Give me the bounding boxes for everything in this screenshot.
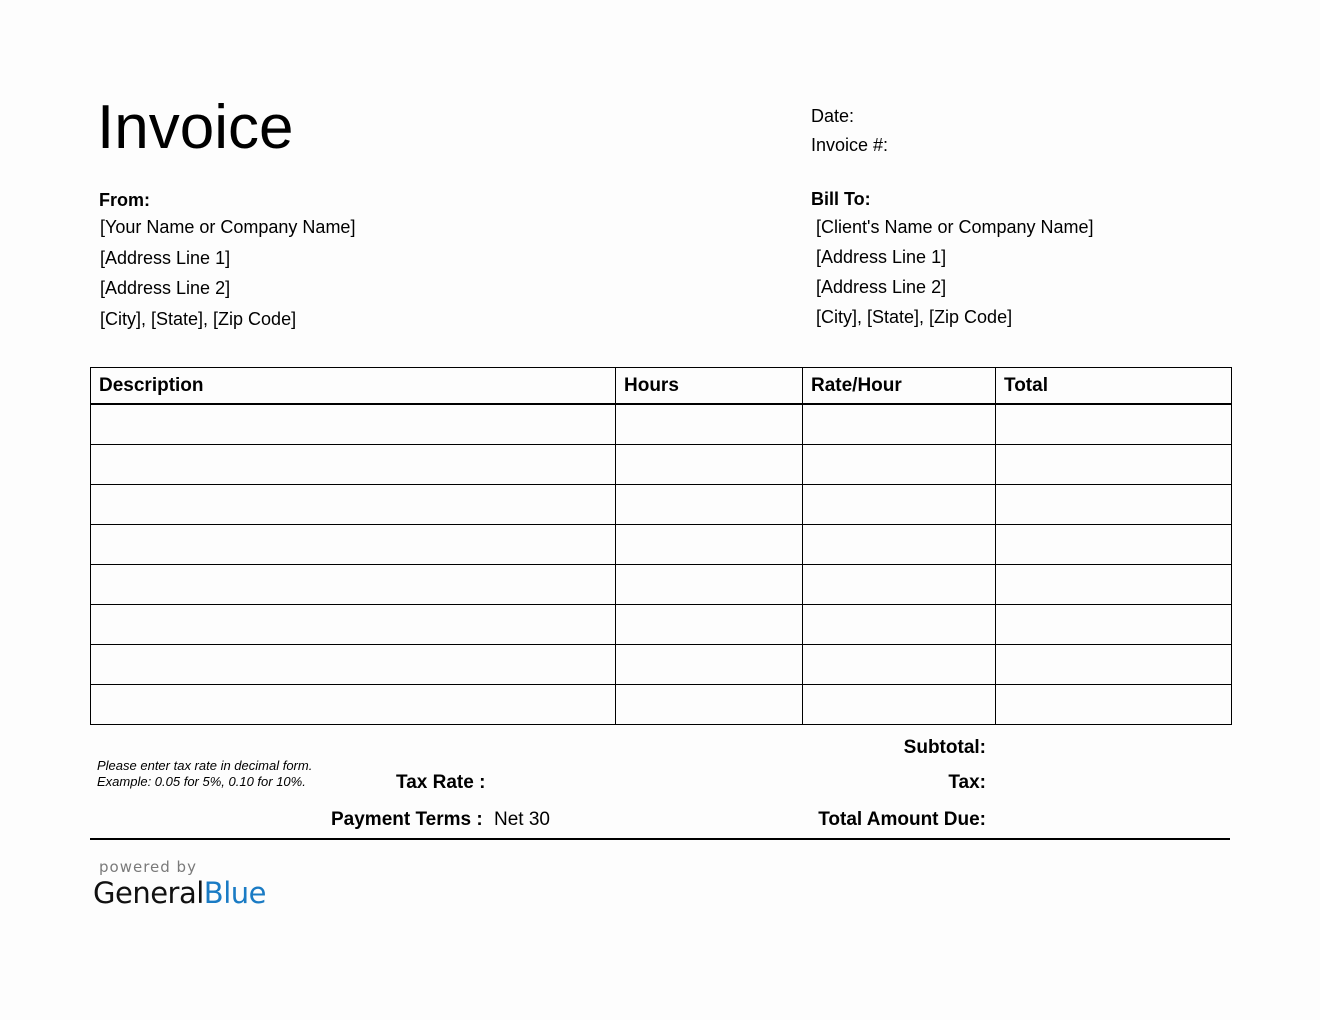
- from-name[interactable]: [Your Name or Company Name]: [100, 217, 356, 237]
- description-cell[interactable]: [91, 565, 616, 605]
- hours-cell[interactable]: [616, 645, 803, 685]
- invoice-number-label: Invoice #:: [811, 135, 889, 155]
- total-amount-due-value[interactable]: [996, 809, 1226, 831]
- rate-cell[interactable]: [803, 404, 996, 445]
- generalblue-logo[interactable]: [93, 876, 266, 910]
- total-amount-due-label: Total Amount Due:: [818, 809, 986, 830]
- from-label: From:: [99, 190, 150, 210]
- table-row: [91, 685, 1232, 725]
- rate-cell[interactable]: [803, 645, 996, 685]
- rate-cell[interactable]: [803, 445, 996, 485]
- table-row: [91, 404, 1232, 445]
- table-row: [91, 525, 1232, 565]
- table-row: [91, 645, 1232, 685]
- hours-cell[interactable]: [616, 565, 803, 605]
- hours-cell[interactable]: [616, 485, 803, 525]
- tax-hint-line-1: Please enter tax rate in decimal form.: [97, 758, 313, 773]
- from-address-line-2[interactable]: [Address Line 2]: [100, 278, 231, 298]
- rate-cell[interactable]: [803, 525, 996, 565]
- total-cell[interactable]: [996, 404, 1232, 445]
- total-cell[interactable]: [996, 485, 1232, 525]
- total-cell[interactable]: [996, 685, 1232, 725]
- line-items-table: [90, 367, 1232, 725]
- invoice-number-field[interactable]: [900, 134, 1220, 156]
- bill-to-name[interactable]: [Client's Name or Company Name]: [816, 217, 1094, 237]
- description-cell[interactable]: [91, 404, 616, 445]
- bill-to-address-line-1[interactable]: [Address Line 1]: [816, 247, 947, 267]
- from-city-state-zip[interactable]: [City], [State], [Zip Code]: [100, 309, 297, 329]
- description-cell[interactable]: [91, 645, 616, 685]
- rate-cell[interactable]: [803, 685, 996, 725]
- tax-hint-line-2: Example: 0.05 for 5%, 0.10 for 10%.: [97, 774, 306, 789]
- tax-label: Tax:: [948, 772, 986, 793]
- description-cell[interactable]: [91, 605, 616, 645]
- column-header-hours: Hours: [616, 368, 803, 405]
- hours-cell[interactable]: [616, 445, 803, 485]
- table-header-row: [91, 368, 1232, 405]
- hours-cell[interactable]: [616, 404, 803, 445]
- description-cell[interactable]: [91, 445, 616, 485]
- total-cell[interactable]: [996, 445, 1232, 485]
- rate-cell[interactable]: [803, 485, 996, 525]
- total-cell[interactable]: [996, 565, 1232, 605]
- payment-terms-label: Payment Terms :: [331, 809, 483, 830]
- invoice-title: Invoice: [97, 93, 294, 162]
- hours-cell[interactable]: [616, 685, 803, 725]
- from-address-line-1[interactable]: [Address Line 1]: [100, 248, 231, 268]
- table-row: [91, 565, 1232, 605]
- bill-to-address-line-2[interactable]: [Address Line 2]: [816, 277, 947, 297]
- table-row: [91, 605, 1232, 645]
- hours-cell[interactable]: [616, 525, 803, 565]
- column-header-rate-hour: Rate/Hour: [803, 368, 996, 405]
- payment-terms-value[interactable]: Net 30: [494, 809, 550, 830]
- column-header-description: Description: [91, 368, 616, 405]
- tax-hint-note: [97, 758, 312, 790]
- bill-to-label: Bill To:: [811, 189, 871, 209]
- hours-cell[interactable]: [616, 605, 803, 645]
- subtotal-value[interactable]: [996, 737, 1226, 759]
- logo-blue: Blue: [203, 876, 266, 910]
- column-header-total: Total: [996, 368, 1232, 405]
- tax-rate-label: Tax Rate :: [396, 772, 486, 793]
- total-cell[interactable]: [996, 645, 1232, 685]
- table-row: [91, 485, 1232, 525]
- subtotal-label: Subtotal:: [903, 737, 986, 758]
- tax-value[interactable]: [996, 772, 1226, 794]
- total-cell[interactable]: [996, 605, 1232, 645]
- bill-to-city-state-zip[interactable]: [City], [State], [Zip Code]: [816, 307, 1013, 327]
- description-cell[interactable]: [91, 525, 616, 565]
- description-cell[interactable]: [91, 685, 616, 725]
- description-cell[interactable]: [91, 485, 616, 525]
- rate-cell[interactable]: [803, 605, 996, 645]
- rate-cell[interactable]: [803, 565, 996, 605]
- table-row: [91, 445, 1232, 485]
- powered-by-text: powered by: [99, 858, 197, 876]
- date-label: Date:: [811, 106, 855, 126]
- date-field[interactable]: [900, 105, 1220, 127]
- total-cell[interactable]: [996, 525, 1232, 565]
- footer-divider: [90, 838, 1230, 840]
- logo-general: General: [93, 876, 204, 910]
